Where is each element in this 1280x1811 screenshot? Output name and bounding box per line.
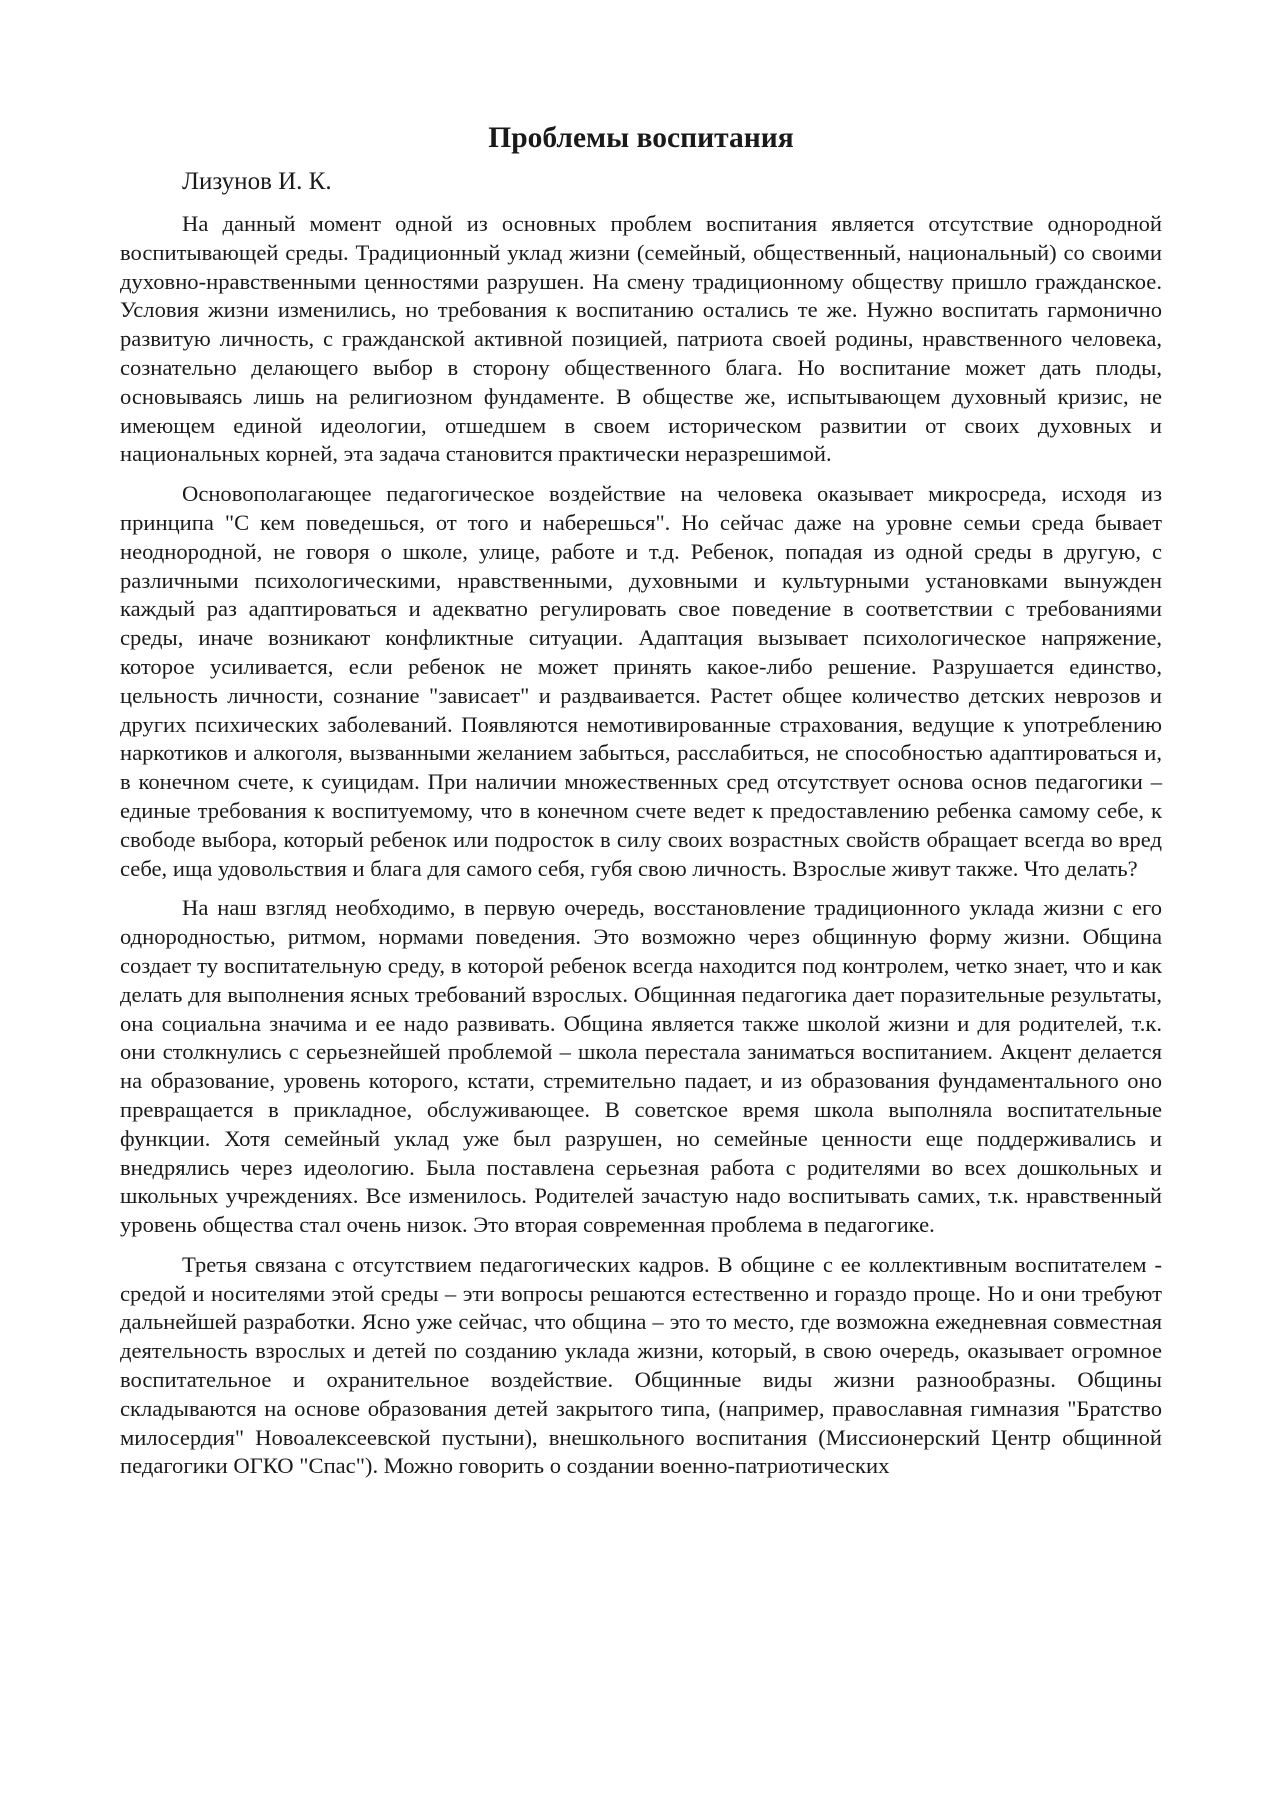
paragraph-3: На наш взгляд необходимо, в первую очередь, восстановление традиционного уклада жизни с его однородностью, ритмом, нормами поведения. Это возможно через общинную форму жизни. Община создает ту воспитательную среду, в которой ребенок всегда находится под контролем, четко знает, что и как делать для выполнения ясных требований взрослых. Общинная педагогика дает поразительные результаты, она социальна значима и ее надо развивать. Община является также школой жизни и для родителей, т.к. они столкнулись с серьезнейшей проблемой – школа перестала заниматься воспитанием. Акцент делается на образование, уровень которого, кстати, стремительно падает, и из образования фундаментального оно превращается в прикладное, обслуживающее. В советское время школа выполняла воспитательные функции. Хотя семейный уклад уже был разрушен, но семейные ценности еще поддерживались и внедрялись через идеологию. Была поставлена серьезная работа с родителями во всех дошкольных и школьных учреждениях. Все изменилось. Родителей зачастую надо воспитывать самих, т.к. нравственный уровень общества стал очень низок. Это вторая современная проблема в педагогике. <box>120 895 1162 1238</box>
paragraph-4: Третья связана с отсутствием педагогических кадров. В общине с ее коллективным воспитателем - средой и носителями этой среды – эти вопросы решаются естественно и гораздо проще. Но и они требуют дальнейшей разработки. Ясно уже сейчас, что община – это то место, где возможна ежедневная совместная деятельность взрослых и детей по созданию уклада жизни, который, в свою очередь, оказывает огромное воспитательное и охранительное воздействие. Общинные виды жизни разнообразны. Общины складываются на основе образования детей закрытого типа, (например, православная гимназия "Братство милосердия" Новоалексеевской пустыни), внешкольного воспитания (Миссионерский Центр общинной педагогики ОГКО "Спас"). Можно говорить о создании военно-патриотических <box>120 1251 1162 1479</box>
document-page <box>120 118 1162 1492</box>
document-title: Проблемы воспитания <box>488 122 794 154</box>
document-author: Лизунов И. К. <box>182 168 332 195</box>
paragraph-1: На данный момент одной из основных проблем воспитания является отсутствие однородной воспитывающей среды. Традиционный уклад жизни (семейный, общественный, национальный) со своими духовно-нравственными ценностями разрушен. На смену традиционному обществу пришло гражданское. Условия жизни изменились, но требования к воспитанию остались те же. Нужно воспитать гармонично развитую личность, с гражданской активной позицией, патриота своей родины, нравственного человека, сознательно делающего выбор в сторону общественного блага. Но воспитание может дать плоды, основываясь лишь на религиозном фундаменте. В обществе же, испытывающем духовный кризис, не имеющем единой идеологии, отшедшем в своем историческом развитии от своих духовных и национальных корней, эта задача становится практически неразрешимой. <box>120 211 1162 467</box>
paragraph-2: Основополагающее педагогическое воздействие на человека оказывает микросреда, исходя из принципа "С кем поведешься, от того и наберешься". Но сейчас даже на уровне семьи среда бывает неоднородной, не говоря о школе, улице, работе и т.д. Ребенок, попадая из одной среды в другую, с различными психологическими, нравственными, духовными и культурными установками вынужден каждый раз адаптироваться и адекватно регулировать свое поведение в соответствии с требованиями среды, иначе возникают конфликтные ситуации. Адаптация вызывает психологическое напряжение, которое усиливается, если ребенок не может принять какое-либо решение. Разрушается единство, цельность личности, сознание "зависает" и раздваивается. Растет общее количество детских неврозов и других психических заболеваний. Появляются немотивированные страхования, ведущие к употреблению наркотиков и алкоголя, вызванными желанием забыться, расслабиться, не способностью адаптироваться и, в конечном счете, к суицидам. При наличии множественных сред отсутствует основа основ педагогики – единые требования к воспитуемому, что в конечном счете ведет к предоставлению ребенка самому себе, к свободе выбора, который ребенок или подросток в силу своих возрастных свойств обращает всегда во вред себе, ища удовольствия и блага для самого себя, губя свою личность. Взрослые живут также. Что делать? <box>120 481 1162 881</box>
